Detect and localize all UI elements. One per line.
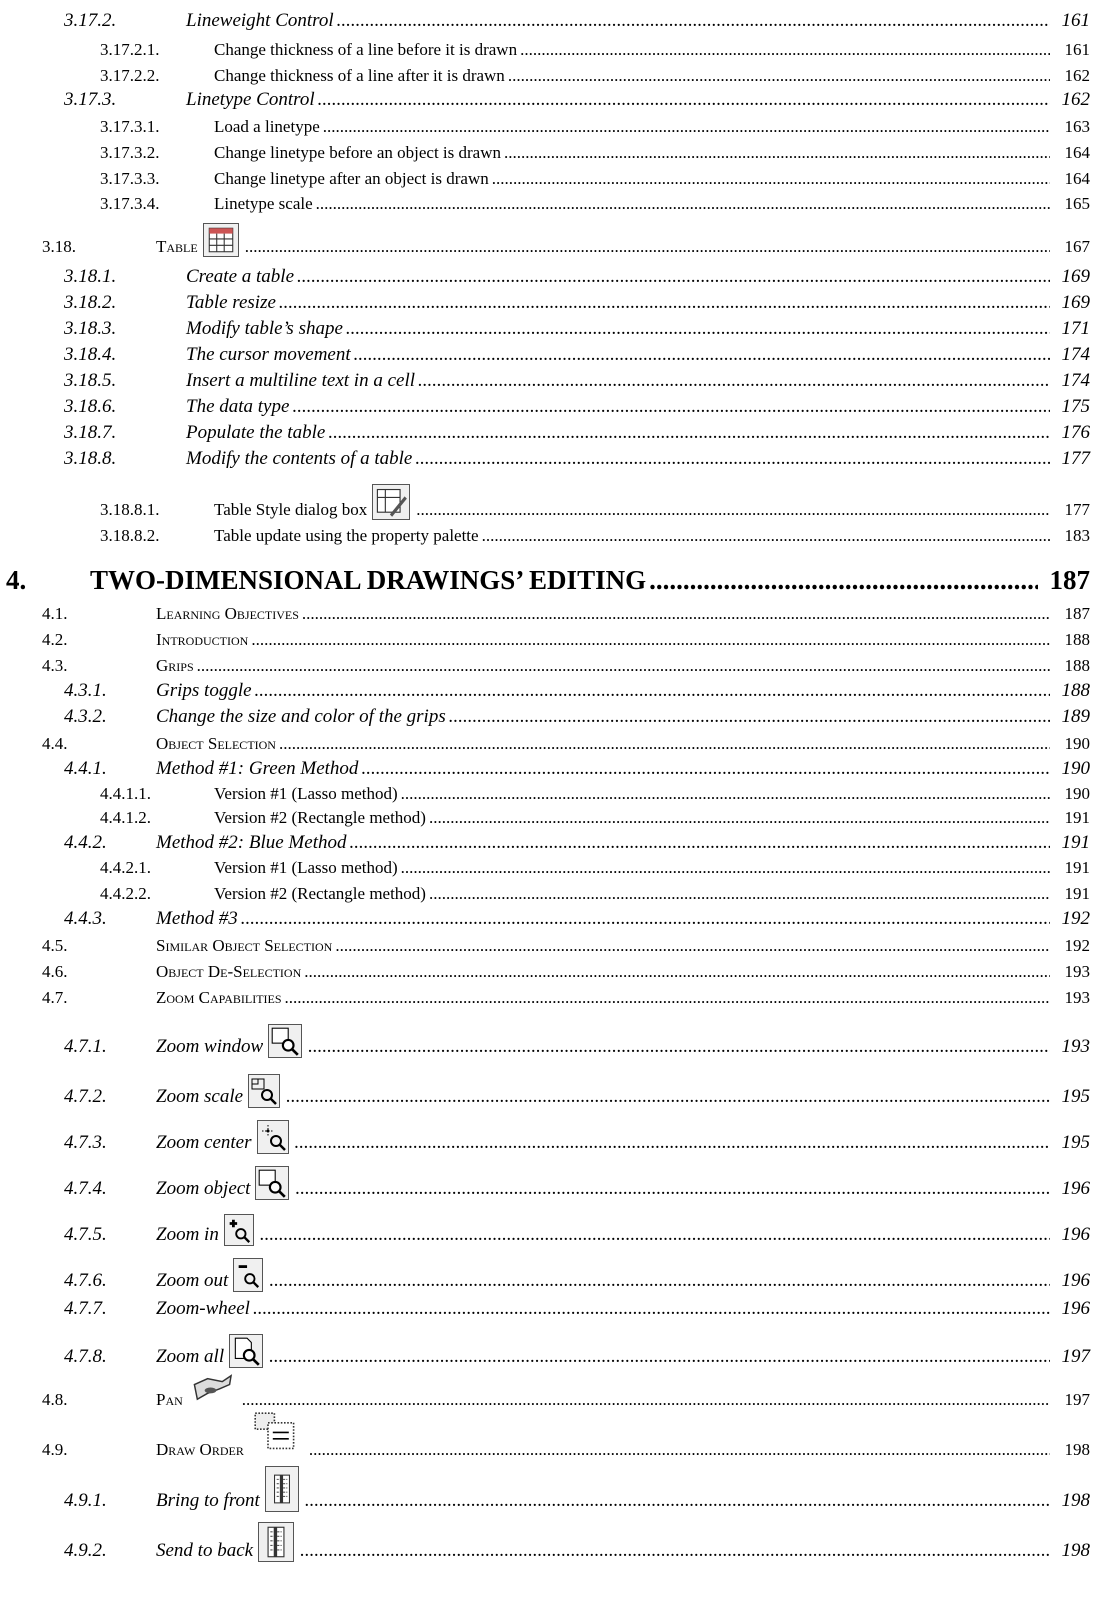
- dot-leader: [349, 832, 1050, 854]
- toc-entry[interactable]: [0, 60, 1098, 88]
- toc-entry[interactable]: [0, 1536, 1098, 1564]
- page-number: 196: [1061, 1178, 1090, 1199]
- page-number: 198: [1061, 1540, 1090, 1561]
- entry-title: Similar Object Selection: [156, 936, 333, 955]
- dot-leader: [418, 370, 1050, 392]
- entry-number: 4.7.4.: [64, 1178, 107, 1199]
- page-number: 161: [1064, 40, 1090, 59]
- entry-number: 4.4.1.1.: [100, 784, 151, 803]
- toc-entry[interactable]: [0, 1434, 1098, 1462]
- toc-entry[interactable]: [0, 85, 1098, 113]
- entry-number: 4.1.: [42, 604, 68, 623]
- zoom-in-icon: [224, 1214, 254, 1246]
- entry-title: Table update using the property palette: [214, 526, 479, 545]
- entry-title: Object Selection: [156, 734, 276, 753]
- page-number: 191: [1064, 884, 1090, 903]
- entry-number: 3.18.8.: [64, 448, 117, 469]
- entry-title: Pan: [156, 1390, 183, 1409]
- dot-leader: [292, 396, 1050, 418]
- dot-leader: [300, 1540, 1050, 1562]
- entry-title: Zoom-wheel: [156, 1298, 250, 1319]
- dot-leader: [279, 734, 1050, 754]
- toc-entry[interactable]: [0, 262, 1098, 290]
- entry-number: 3.18.3.: [64, 318, 117, 339]
- page-number: 187: [1064, 604, 1090, 623]
- bring-to-front-icon: [265, 1466, 299, 1512]
- entry-title: Zoom all: [156, 1346, 225, 1367]
- entry-number: 4.7.6.: [64, 1270, 107, 1291]
- toc-entry[interactable]: [0, 728, 1098, 756]
- toc-entry[interactable]: [0, 702, 1098, 730]
- dot-leader: [279, 292, 1050, 314]
- entry-title: Zoom in: [156, 1224, 219, 1245]
- dot-leader: [337, 10, 1050, 32]
- page-number: 188: [1061, 680, 1090, 701]
- entry-title: Version #2 (Rectangle method): [214, 808, 426, 827]
- entry-number: 4.7.7.: [64, 1298, 107, 1319]
- toc-entry[interactable]: [0, 418, 1098, 446]
- entry-number: 4.8.: [42, 1390, 68, 1409]
- toc-entry[interactable]: [0, 1220, 1098, 1248]
- pan-icon: [188, 1364, 236, 1410]
- page-number: 191: [1064, 858, 1090, 877]
- page-number: 162: [1064, 66, 1090, 85]
- entry-number: 4.9.2.: [64, 1540, 107, 1561]
- draw-order-icon: [249, 1410, 303, 1460]
- toc-entry[interactable]: [0, 982, 1098, 1010]
- page-number: 190: [1061, 758, 1090, 779]
- page-number: 163: [1064, 117, 1090, 136]
- page-number: 197: [1061, 1346, 1090, 1367]
- dot-leader: [328, 422, 1050, 444]
- dot-leader: [253, 1298, 1050, 1320]
- entry-number: 3.17.2.1.: [100, 40, 160, 59]
- entry-number: 3.18.4.: [64, 344, 117, 365]
- entry-title: Version #2 (Rectangle method): [214, 884, 426, 903]
- entry-title: The cursor movement: [186, 344, 351, 365]
- page-number: 177: [1064, 500, 1090, 519]
- toc-entry[interactable]: [0, 444, 1098, 472]
- entry-number: 3.17.3.: [64, 89, 117, 110]
- page-number: 198: [1061, 1490, 1090, 1511]
- dot-leader: [241, 908, 1050, 930]
- toc-entry[interactable]: [0, 1384, 1098, 1412]
- page-number: 191: [1061, 832, 1090, 853]
- dot-leader: [197, 656, 1050, 676]
- entry-number: 4.7.2.: [64, 1086, 107, 1107]
- entry-title: Table: [156, 237, 198, 256]
- page-number: 192: [1061, 908, 1090, 929]
- entry-title: Method #1: Green Method: [156, 758, 359, 779]
- table-icon: [203, 223, 239, 257]
- dot-leader: [318, 89, 1050, 111]
- dot-leader: [269, 1270, 1050, 1292]
- page-number: 191: [1064, 808, 1090, 827]
- dot-leader: [520, 40, 1050, 60]
- entry-title: Table resize: [186, 292, 276, 313]
- dot-leader: [302, 604, 1050, 624]
- dot-leader: [416, 500, 1050, 520]
- page-number: 162: [1061, 89, 1090, 110]
- toc-entry[interactable]: [0, 878, 1098, 906]
- page-number: 177: [1061, 448, 1090, 469]
- page-number: 192: [1064, 936, 1090, 955]
- dot-leader: [429, 884, 1050, 904]
- dot-leader: [401, 784, 1050, 804]
- dot-leader: [415, 448, 1050, 470]
- toc-entry[interactable]: [0, 366, 1098, 394]
- toc-entry[interactable]: [0, 1486, 1098, 1514]
- entry-number: 4.5.: [42, 936, 68, 955]
- page-number: 187: [1049, 565, 1090, 595]
- page-number: 167: [1064, 237, 1090, 256]
- entry-number: 4.4.1.2.: [100, 808, 151, 827]
- entry-number: 4.7.: [42, 988, 68, 1007]
- dot-leader: [482, 526, 1050, 546]
- entry-title: Zoom Capabilities: [156, 988, 282, 1007]
- entry-number: 4.4.2.1.: [100, 858, 151, 877]
- entry-number: 3.18.1.: [64, 266, 117, 287]
- entry-number: 4.4.2.2.: [100, 884, 151, 903]
- zoom-center-icon: [257, 1120, 289, 1154]
- dot-leader: [255, 680, 1050, 702]
- entry-number: 4.: [6, 565, 27, 595]
- toc-entry[interactable]: [0, 1266, 1098, 1294]
- entry-number: 4.7.8.: [64, 1346, 107, 1367]
- toc-entry[interactable]: [0, 676, 1098, 704]
- page-number: 195: [1061, 1132, 1090, 1153]
- entry-title: Zoom scale: [156, 1086, 244, 1107]
- page-number: 196: [1061, 1298, 1090, 1319]
- chapter-entry[interactable]: [0, 564, 1098, 598]
- toc-entry[interactable]: [0, 34, 1098, 62]
- zoom-object-icon: [255, 1166, 289, 1200]
- entry-title: Change the size and color of the grips: [156, 706, 446, 727]
- dot-leader: [504, 143, 1050, 163]
- entry-title: Method #2: Blue Method: [156, 832, 347, 853]
- toc-entry[interactable]: [0, 956, 1098, 984]
- dot-leader: [251, 630, 1050, 650]
- entry-title: Grips toggle: [156, 680, 252, 701]
- entry-number: 4.4.1.: [64, 758, 107, 779]
- dot-leader: [323, 117, 1050, 137]
- entry-title: Zoom window: [156, 1036, 264, 1057]
- toc-entry[interactable]: [0, 494, 1098, 522]
- page-number: 190: [1064, 734, 1090, 753]
- page-number: 190: [1064, 784, 1090, 803]
- entry-title: Modify table’s shape: [186, 318, 343, 339]
- entry-number: 4.4.: [42, 734, 68, 753]
- entry-number: 3.18.6.: [64, 396, 117, 417]
- toc-entry[interactable]: [0, 1032, 1098, 1060]
- entry-number: 3.18.: [42, 237, 76, 256]
- toc-entry[interactable]: [0, 314, 1098, 342]
- entry-number: 4.3.: [42, 656, 68, 675]
- page-number: 183: [1064, 526, 1090, 545]
- dot-leader: [260, 1224, 1050, 1246]
- entry-title: Populate the table: [186, 422, 326, 443]
- entry-title: Zoom center: [156, 1132, 252, 1153]
- entry-number: 3.17.2.: [64, 10, 117, 31]
- send-to-back-icon: [258, 1522, 294, 1562]
- entry-title: Method #3: [156, 908, 238, 929]
- entry-number: 4.9.: [42, 1440, 68, 1459]
- page-number: 169: [1061, 292, 1090, 313]
- page-number: 193: [1064, 988, 1090, 1007]
- entry-number: 3.18.2.: [64, 292, 117, 313]
- toc-entry[interactable]: [0, 1294, 1098, 1322]
- dot-leader: [401, 858, 1050, 878]
- toc-entry[interactable]: [0, 392, 1098, 420]
- toc-entry[interactable]: [0, 904, 1098, 932]
- toc-entry[interactable]: [0, 624, 1098, 652]
- entry-title: Table Style dialog box: [214, 500, 368, 519]
- page-number: 198: [1064, 1440, 1090, 1459]
- toc-entry[interactable]: [0, 1082, 1098, 1110]
- toc-entry[interactable]: [0, 930, 1098, 958]
- entry-number: 3.17.3.2.: [100, 143, 160, 162]
- zoom-all-icon: [229, 1334, 263, 1368]
- toc-entry[interactable]: [0, 6, 1098, 34]
- entry-title: Linetype Control: [186, 89, 315, 110]
- entry-number: 4.4.2.: [64, 832, 107, 853]
- toc-entry[interactable]: [0, 802, 1098, 830]
- entry-number: 4.3.2.: [64, 706, 107, 727]
- entry-title: Zoom out: [156, 1270, 229, 1291]
- entry-title: Version #1 (Lasso method): [214, 784, 398, 803]
- page-number: 197: [1064, 1390, 1090, 1409]
- dot-leader: [242, 1390, 1050, 1410]
- page-number: 189: [1061, 706, 1090, 727]
- entry-number: 3.17.3.3.: [100, 169, 160, 188]
- dot-leader: [649, 565, 1038, 596]
- toc-entry[interactable]: [0, 852, 1098, 880]
- entry-number: 3.17.3.1.: [100, 117, 160, 136]
- toc-entry[interactable]: [0, 340, 1098, 368]
- page-number: 188: [1064, 630, 1090, 649]
- dot-leader: [508, 66, 1050, 86]
- zoom-scale-icon: [248, 1074, 280, 1108]
- page-number: 165: [1064, 194, 1090, 213]
- dot-leader: [308, 1036, 1050, 1058]
- entry-title: TWO-DIMENSIONAL DRAWINGS’ EDITING: [90, 565, 647, 595]
- entry-title: Introduction: [156, 630, 249, 649]
- entry-number: 4.7.3.: [64, 1132, 107, 1153]
- page-number: 188: [1064, 656, 1090, 675]
- entry-title: Send to back: [156, 1540, 254, 1561]
- dot-leader: [309, 1440, 1050, 1460]
- toc-entry[interactable]: [0, 111, 1098, 139]
- entry-title: Change thickness of a line before it is drawn: [214, 40, 518, 59]
- dot-leader: [305, 1490, 1050, 1512]
- page-number: 193: [1061, 1036, 1090, 1057]
- entry-title: Load a linetype: [214, 117, 320, 136]
- dot-leader: [297, 266, 1050, 288]
- page-number: 164: [1064, 143, 1090, 162]
- dot-leader: [286, 1086, 1050, 1108]
- entry-number: 4.7.1.: [64, 1036, 107, 1057]
- entry-title: Linetype scale: [214, 194, 313, 213]
- entry-number: 4.4.3.: [64, 908, 107, 929]
- page-number: 193: [1064, 962, 1090, 981]
- page-number: 171: [1061, 318, 1090, 339]
- dot-leader: [354, 344, 1050, 366]
- dot-leader: [449, 706, 1050, 728]
- toc-entry[interactable]: [0, 137, 1098, 165]
- entry-title: Change thickness of a line after it is drawn: [214, 66, 505, 85]
- dot-leader: [285, 988, 1050, 1008]
- entry-title: Change linetype after an object is drawn: [214, 169, 489, 188]
- toc-entry[interactable]: [0, 520, 1098, 548]
- entry-title: The data type: [186, 396, 290, 417]
- toc-entry[interactable]: [0, 288, 1098, 316]
- toc-entry[interactable]: [0, 1128, 1098, 1156]
- page-number: 196: [1061, 1224, 1090, 1245]
- entry-title: Bring to front: [156, 1490, 260, 1511]
- entry-title: Change linetype before an object is drawn: [214, 143, 502, 162]
- dot-leader: [304, 962, 1050, 982]
- toc-entry[interactable]: [0, 231, 1098, 259]
- entry-title: Zoom object: [156, 1178, 251, 1199]
- page-number: 174: [1061, 370, 1090, 391]
- entry-number: 3.18.7.: [64, 422, 117, 443]
- entry-number: 3.18.8.2.: [100, 526, 160, 545]
- entry-title: Draw Order: [156, 1440, 244, 1459]
- toc-entry[interactable]: [0, 188, 1098, 216]
- entry-number: 4.3.1.: [64, 680, 107, 701]
- dot-leader: [316, 194, 1050, 214]
- dot-leader: [492, 169, 1050, 189]
- entry-title: Lineweight Control: [186, 10, 334, 31]
- entry-number: 3.18.8.1.: [100, 500, 160, 519]
- entry-title: Create a table: [186, 266, 294, 287]
- entry-title: Object De-Selection: [156, 962, 302, 981]
- entry-number: 4.9.1.: [64, 1490, 107, 1511]
- entry-title: Learning Objectives: [156, 604, 299, 623]
- entry-number: 4.7.5.: [64, 1224, 107, 1245]
- page-number: 196: [1061, 1270, 1090, 1291]
- page-number: 169: [1061, 266, 1090, 287]
- page-number: 161: [1061, 10, 1090, 31]
- entry-number: 3.17.2.2.: [100, 66, 160, 85]
- entry-number: 4.2.: [42, 630, 68, 649]
- dot-leader: [335, 936, 1050, 956]
- page-number: 164: [1064, 169, 1090, 188]
- page-number: 195: [1061, 1086, 1090, 1107]
- entry-title: Modify the contents of a table: [186, 448, 413, 469]
- entry-number: 4.6.: [42, 962, 68, 981]
- entry-number: 3.17.3.4.: [100, 194, 160, 213]
- dot-leader: [346, 318, 1050, 340]
- page-number: 176: [1061, 422, 1090, 443]
- toc-entry[interactable]: [0, 1174, 1098, 1202]
- zoom-out-icon: [233, 1258, 263, 1292]
- entry-number: 3.18.5.: [64, 370, 117, 391]
- dot-leader: [245, 237, 1050, 257]
- toc-entry[interactable]: [0, 163, 1098, 191]
- dot-leader: [361, 758, 1050, 780]
- table-style-icon: [372, 484, 410, 520]
- dot-leader: [295, 1178, 1050, 1200]
- toc-entry[interactable]: [0, 598, 1098, 626]
- entry-title: Insert a multiline text in a cell: [186, 370, 416, 391]
- dot-leader: [295, 1132, 1050, 1154]
- zoom-window-icon: [268, 1024, 302, 1058]
- dot-leader: [429, 808, 1050, 828]
- entry-title: Grips: [156, 656, 194, 675]
- entry-title: Version #1 (Lasso method): [214, 858, 398, 877]
- page-number: 174: [1061, 344, 1090, 365]
- page-number: 175: [1061, 396, 1090, 417]
- toc-entry[interactable]: [0, 650, 1098, 678]
